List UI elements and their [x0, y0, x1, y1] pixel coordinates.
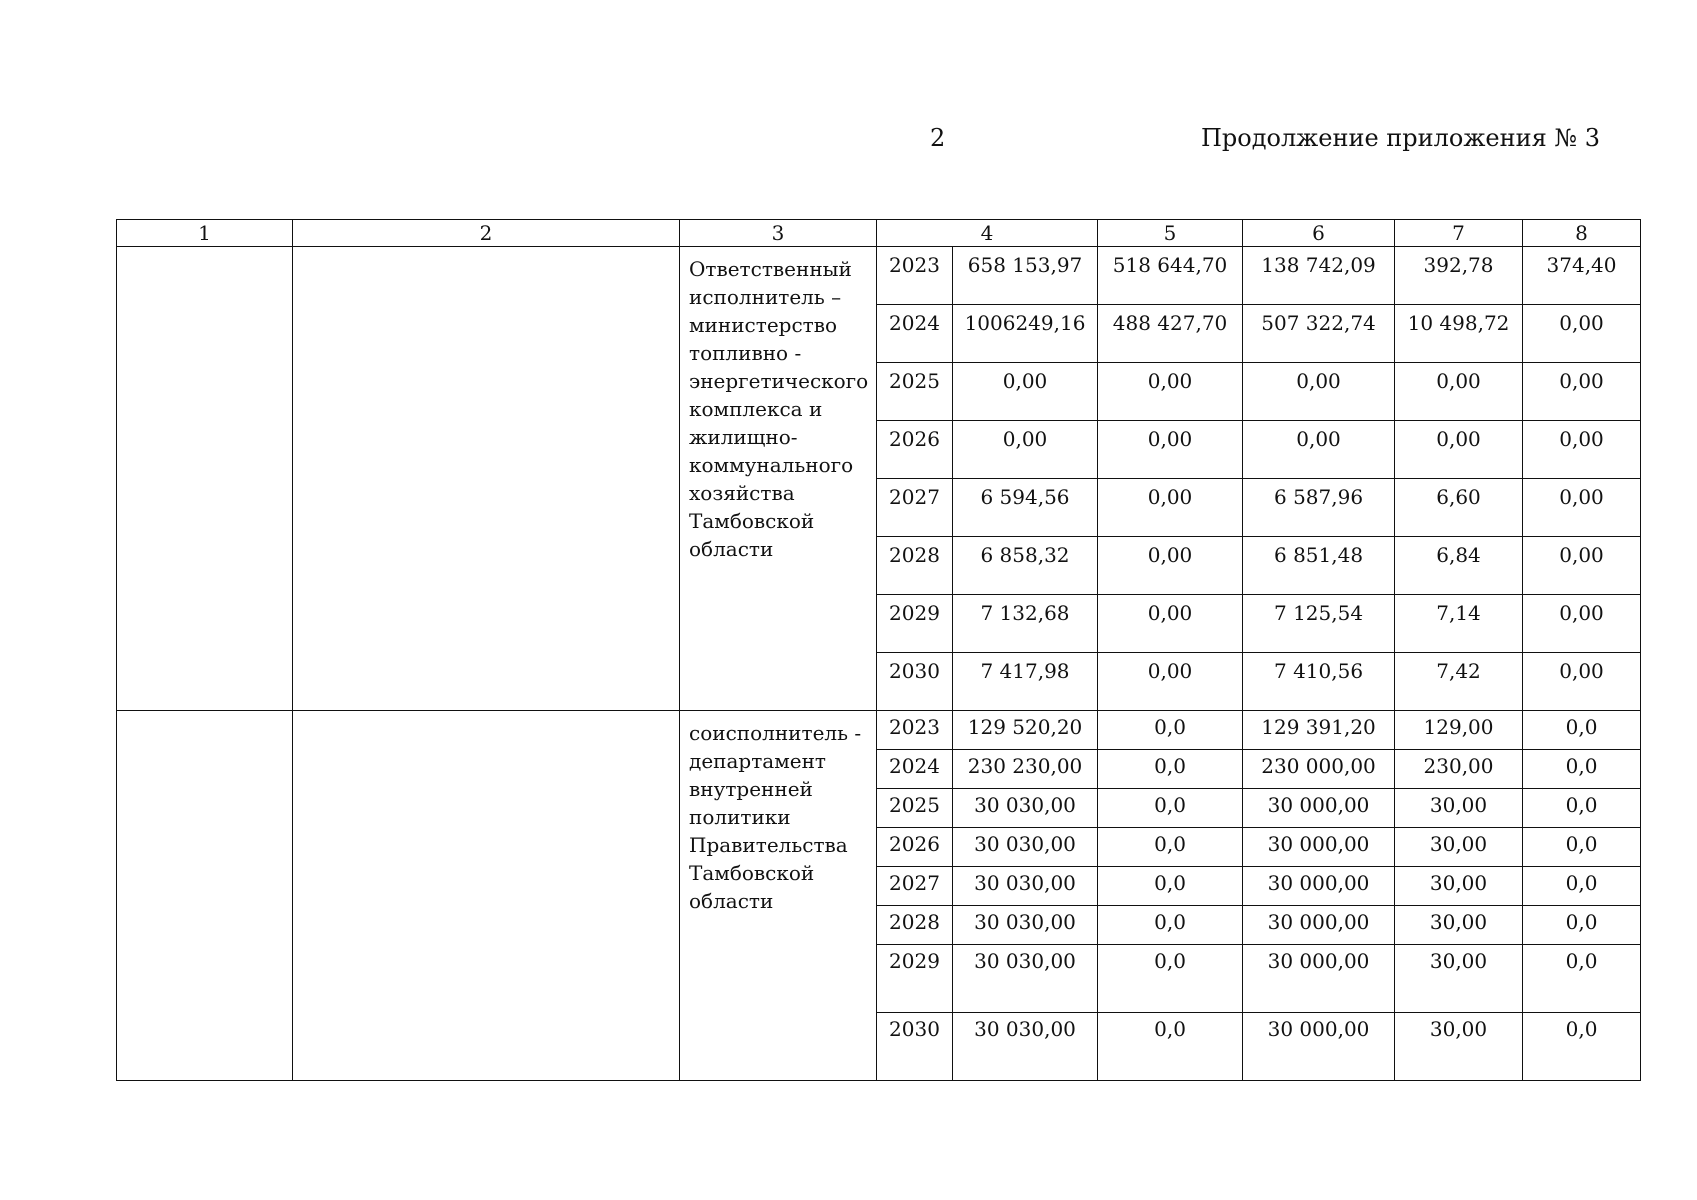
value-cell: 0,0	[1523, 945, 1641, 1013]
value-cell: 0,00	[1523, 653, 1641, 711]
year-cell: 2023	[877, 247, 953, 305]
value-cell: 129 391,20	[1243, 711, 1395, 750]
value-cell: 0,0	[1523, 750, 1641, 789]
value-cell: 0,0	[1098, 750, 1243, 789]
value-cell: 30,00	[1395, 828, 1523, 867]
value-cell: 0,00	[1098, 595, 1243, 653]
value-cell: 392,78	[1395, 247, 1523, 305]
year-cell: 2024	[877, 305, 953, 363]
value-cell: 0,0	[1523, 1013, 1641, 1081]
value-cell: 0,0	[1098, 789, 1243, 828]
year-cell: 2025	[877, 363, 953, 421]
value-cell: 0,0	[1523, 867, 1641, 906]
value-cell: 0,00	[1523, 305, 1641, 363]
value-cell: 30,00	[1395, 867, 1523, 906]
appendix-continuation-note: Продолжение приложения № 3	[1200, 124, 1600, 152]
value-cell: 230 230,00	[953, 750, 1098, 789]
value-cell: 0,0	[1098, 906, 1243, 945]
value-cell: 30 030,00	[953, 1013, 1098, 1081]
co-executor-block	[117, 711, 1641, 1081]
column-header: 6	[1243, 220, 1395, 247]
value-cell: 658 153,97	[953, 247, 1098, 305]
agency-cell: Ответственный исполнитель – министерство топливно - энергетического комплекса и жилищно-коммунального хозяйства Тамбовской области	[680, 247, 877, 711]
value-cell: 7 417,98	[953, 653, 1098, 711]
value-cell: 30,00	[1395, 789, 1523, 828]
value-cell: 30,00	[1395, 906, 1523, 945]
value-cell: 518 644,70	[1098, 247, 1243, 305]
value-cell: 0,00	[1098, 421, 1243, 479]
value-cell: 10 498,72	[1395, 305, 1523, 363]
value-cell: 6,84	[1395, 537, 1523, 595]
value-cell: 7 410,56	[1243, 653, 1395, 711]
year-cell: 2027	[877, 479, 953, 537]
year-cell: 2029	[877, 595, 953, 653]
year-cell: 2023	[877, 711, 953, 750]
value-cell: 0,0	[1098, 828, 1243, 867]
value-cell: 0,0	[1098, 867, 1243, 906]
column-header: 2	[293, 220, 680, 247]
value-cell: 6 851,48	[1243, 537, 1395, 595]
value-cell: 138 742,09	[1243, 247, 1395, 305]
value-cell: 6 587,96	[1243, 479, 1395, 537]
value-cell: 0,00	[1243, 421, 1395, 479]
value-cell: 0,0	[1098, 945, 1243, 1013]
agency-cell: соисполнитель - департамент внутренней политики Правительства Тамбовской области	[680, 711, 877, 1081]
column-number-row	[117, 220, 1641, 247]
year-cell: 2029	[877, 945, 953, 1013]
value-cell: 30 030,00	[953, 945, 1098, 1013]
col1-cell	[117, 247, 293, 711]
value-cell: 6 594,56	[953, 479, 1098, 537]
value-cell: 129,00	[1395, 711, 1523, 750]
value-cell: 30 030,00	[953, 906, 1098, 945]
value-cell: 0,0	[1523, 906, 1641, 945]
page-number: 2	[930, 124, 946, 152]
table-row	[117, 711, 1641, 750]
year-cell: 2024	[877, 750, 953, 789]
column-header: 4	[877, 220, 1098, 247]
value-cell: 0,00	[1523, 363, 1641, 421]
value-cell: 0,00	[1523, 537, 1641, 595]
year-cell: 2028	[877, 537, 953, 595]
value-cell: 7 125,54	[1243, 595, 1395, 653]
value-cell: 30 000,00	[1243, 828, 1395, 867]
value-cell: 30 030,00	[953, 867, 1098, 906]
column-header: 3	[680, 220, 877, 247]
value-cell: 7 132,68	[953, 595, 1098, 653]
value-cell: 6,60	[1395, 479, 1523, 537]
column-header: 1	[117, 220, 293, 247]
value-cell: 0,0	[1523, 828, 1641, 867]
value-cell: 0,00	[1523, 595, 1641, 653]
value-cell: 30 000,00	[1243, 867, 1395, 906]
value-cell: 0,0	[1523, 789, 1641, 828]
value-cell: 374,40	[1523, 247, 1641, 305]
value-cell: 129 520,20	[953, 711, 1098, 750]
year-cell: 2025	[877, 789, 953, 828]
value-cell: 0,00	[1523, 479, 1641, 537]
value-cell: 30 030,00	[953, 828, 1098, 867]
col2-cell	[293, 247, 680, 711]
year-cell: 2030	[877, 653, 953, 711]
value-cell: 507 322,74	[1243, 305, 1395, 363]
value-cell: 0,00	[953, 421, 1098, 479]
value-cell: 30 030,00	[953, 789, 1098, 828]
value-cell: 0,0	[1098, 1013, 1243, 1081]
column-header: 5	[1098, 220, 1243, 247]
value-cell: 0,00	[1395, 363, 1523, 421]
value-cell: 0,00	[1098, 479, 1243, 537]
value-cell: 0,0	[1098, 711, 1243, 750]
value-cell: 230,00	[1395, 750, 1523, 789]
col2-cell	[293, 711, 680, 1081]
value-cell: 30 000,00	[1243, 1013, 1395, 1081]
value-cell: 7,14	[1395, 595, 1523, 653]
budget-table	[116, 219, 1641, 1081]
year-cell: 2030	[877, 1013, 953, 1081]
column-header: 7	[1395, 220, 1523, 247]
table-row	[117, 247, 1641, 305]
value-cell: 30 000,00	[1243, 789, 1395, 828]
year-cell: 2026	[877, 421, 953, 479]
value-cell: 0,00	[1098, 363, 1243, 421]
value-cell: 30 000,00	[1243, 945, 1395, 1013]
value-cell: 230 000,00	[1243, 750, 1395, 789]
value-cell: 0,00	[1243, 363, 1395, 421]
value-cell: 488 427,70	[1098, 305, 1243, 363]
value-cell: 0,00	[1395, 421, 1523, 479]
value-cell: 30 000,00	[1243, 906, 1395, 945]
year-cell: 2026	[877, 828, 953, 867]
column-header: 8	[1523, 220, 1641, 247]
value-cell: 0,00	[1523, 421, 1641, 479]
value-cell: 30,00	[1395, 945, 1523, 1013]
col1-cell	[117, 711, 293, 1081]
year-cell: 2027	[877, 867, 953, 906]
value-cell: 7,42	[1395, 653, 1523, 711]
value-cell: 1006249,16	[953, 305, 1098, 363]
value-cell: 0,0	[1523, 711, 1641, 750]
responsible-executor-block	[117, 247, 1641, 711]
value-cell: 0,00	[953, 363, 1098, 421]
value-cell: 6 858,32	[953, 537, 1098, 595]
year-cell: 2028	[877, 906, 953, 945]
value-cell: 0,00	[1098, 537, 1243, 595]
value-cell: 30,00	[1395, 1013, 1523, 1081]
value-cell: 0,00	[1098, 653, 1243, 711]
